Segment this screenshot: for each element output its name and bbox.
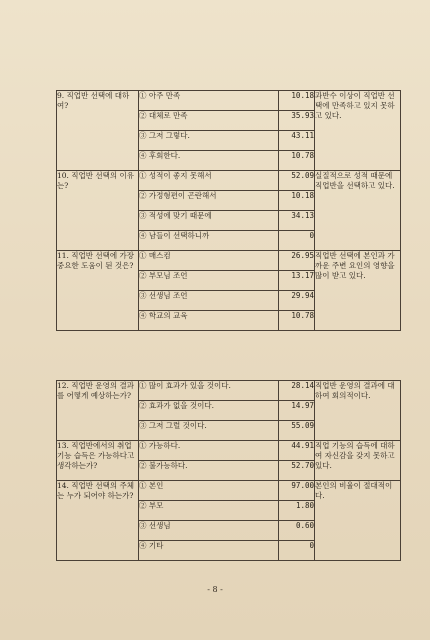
option-cell: ① 본인	[139, 481, 279, 501]
option-cell: ② 효과가 없을 것이다.	[139, 401, 279, 421]
option-cell: ④ 남들이 선택하니까	[139, 231, 279, 251]
question-cell: 9. 직업반 선택에 대하여?	[57, 91, 139, 171]
question-cell: 11. 직업반 선택에 가장 중요한 도움이 된 것은?	[57, 251, 139, 331]
table-row	[57, 441, 401, 461]
option-cell: ① 가능하다.	[139, 441, 279, 461]
analysis-note-cell: 직업반 운영의 결과에 대하여 회의적이다.	[315, 381, 401, 441]
option-cell: ① 아주 만족	[139, 91, 279, 111]
percent-cell: 28.14	[279, 381, 315, 401]
table-row	[57, 381, 401, 401]
survey-table-top	[56, 90, 401, 331]
question-cell: 10. 직업반 선택의 이유는?	[57, 171, 139, 251]
option-cell: ③ 그저 그럴 것이다.	[139, 421, 279, 441]
option-cell: ② 부모	[139, 501, 279, 521]
option-cell: ② 대체로 만족	[139, 111, 279, 131]
option-cell: ④ 기타	[139, 541, 279, 561]
page-number: - 8 -	[207, 585, 223, 594]
percent-cell: 13.17	[279, 271, 315, 291]
percent-cell: 52.09	[279, 171, 315, 191]
option-cell: ④ 학교의 교육	[139, 311, 279, 331]
analysis-note-cell: 본인의 비율이 절대적이다.	[315, 481, 401, 561]
table-row	[57, 91, 401, 111]
percent-cell: 26.95	[279, 251, 315, 271]
question-cell: 13. 직업반에서의 취업기능 습득은 가능하다고 생각하는가?	[57, 441, 139, 481]
percent-cell: 34.13	[279, 211, 315, 231]
percent-cell: 1.80	[279, 501, 315, 521]
option-cell: ③ 선생님 조언	[139, 291, 279, 311]
option-cell: ① 매스컴	[139, 251, 279, 271]
survey-table-bottom	[56, 380, 401, 561]
option-cell: ① 많이 효과가 있을 것이다.	[139, 381, 279, 401]
analysis-note-cell: 직업반 선택에 본인과 가까운 주변 요인의 영향을 많이 받고 있다.	[315, 251, 401, 331]
percent-cell: 29.94	[279, 291, 315, 311]
percent-cell: 97.00	[279, 481, 315, 501]
percent-cell: 10.18	[279, 191, 315, 211]
option-cell: ③ 선생님	[139, 521, 279, 541]
option-cell: ③ 적성에 맞기 때문에	[139, 211, 279, 231]
percent-cell: 10.18	[279, 91, 315, 111]
percent-cell: 55.09	[279, 421, 315, 441]
option-cell: ② 불가능하다.	[139, 461, 279, 481]
question-cell: 14. 직업반 선택의 주체는 누가 되어야 하는가?	[57, 481, 139, 561]
percent-cell: 0.60	[279, 521, 315, 541]
table-row	[57, 171, 401, 191]
analysis-note-cell: 실질적으로 성적 때문에 직업반을 선택하고 있다.	[315, 171, 401, 251]
percent-cell: 44.91	[279, 441, 315, 461]
option-cell: ③ 그저 그렇다.	[139, 131, 279, 151]
percent-cell: 14.97	[279, 401, 315, 421]
percent-cell: 43.11	[279, 131, 315, 151]
option-cell: ② 부모님 조언	[139, 271, 279, 291]
analysis-note-cell: 과반수 이상이 직업반 선택에 만족하고 있지 못하고 있다.	[315, 91, 401, 171]
percent-cell: 0	[279, 541, 315, 561]
percent-cell: 35.93	[279, 111, 315, 131]
analysis-note-cell: 직업 기능의 습득에 대하여 자신감을 갖지 못하고 있다.	[315, 441, 401, 481]
option-cell: ④ 후회한다.	[139, 151, 279, 171]
table-row	[57, 481, 401, 501]
percent-cell: 10.78	[279, 311, 315, 331]
table-row	[57, 251, 401, 271]
percent-cell: 0	[279, 231, 315, 251]
question-cell: 12. 직업반 운영의 결과를 어떻게 예상하는가?	[57, 381, 139, 441]
percent-cell: 10.78	[279, 151, 315, 171]
percent-cell: 52.70	[279, 461, 315, 481]
option-cell: ② 가정형편이 곤란해서	[139, 191, 279, 211]
option-cell: ① 성적이 좋지 못해서	[139, 171, 279, 191]
